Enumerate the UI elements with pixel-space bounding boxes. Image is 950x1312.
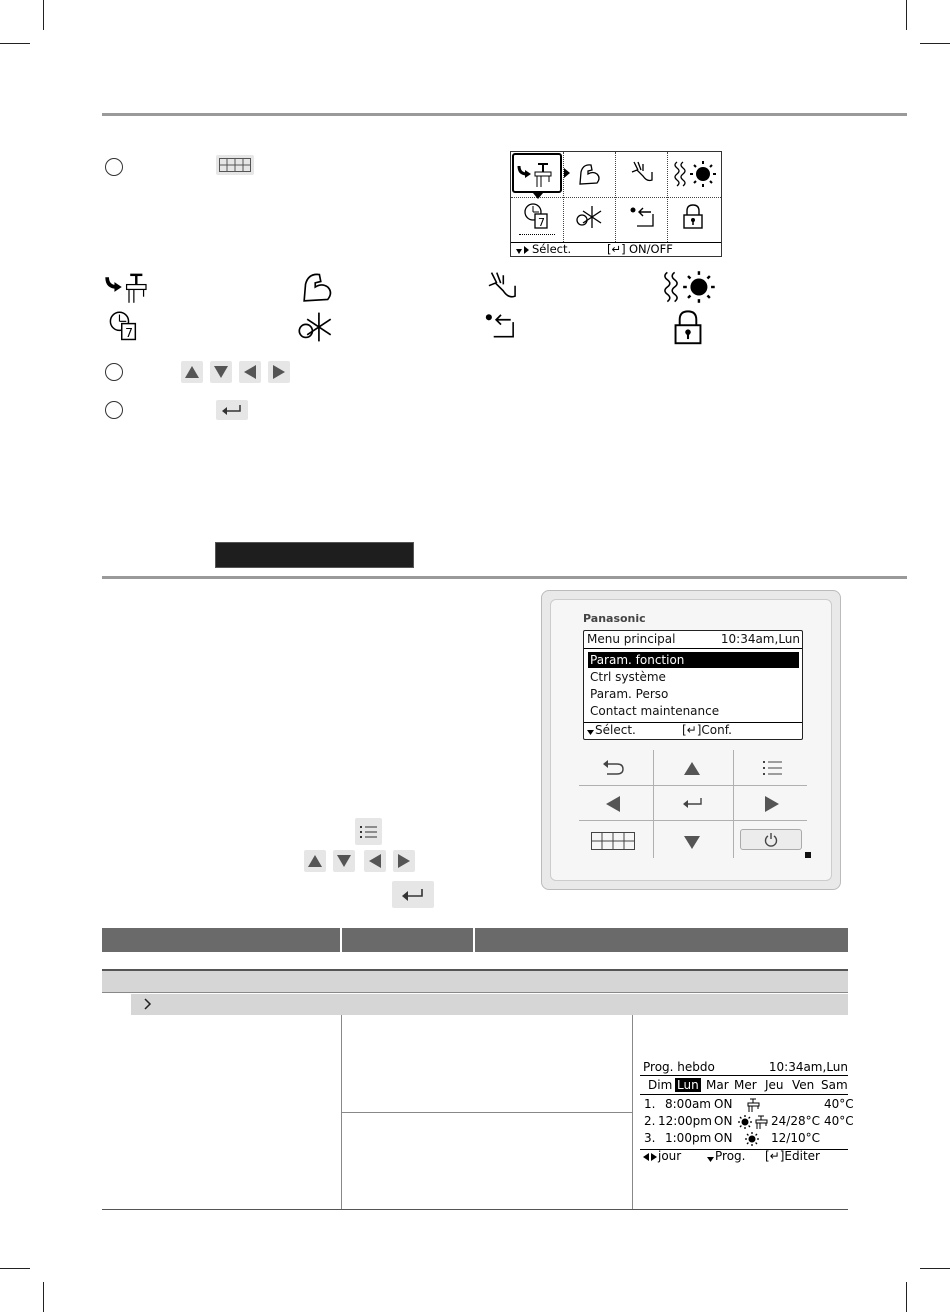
weekly-timer-icon — [523, 202, 551, 232]
crop-mark — [920, 1268, 950, 1269]
select-arrow-icon — [587, 730, 594, 735]
menu-item-param-fonction[interactable]: Param. fonction — [590, 653, 685, 667]
section-rule — [102, 113, 907, 116]
power-boost-arm-icon — [300, 270, 336, 304]
table-header-col-3 — [475, 928, 848, 952]
lock-icon — [683, 204, 703, 230]
schedule-row-number: 2. — [644, 1114, 656, 1128]
arrow-up-button-icon — [304, 850, 326, 872]
remote-controller — [541, 590, 841, 890]
grid-line — [667, 152, 668, 242]
enter-button-icon[interactable] — [683, 798, 703, 808]
grid-line — [615, 152, 616, 242]
sun-icon — [745, 1132, 759, 1146]
schedule-row-temp: 24/28°C — [771, 1114, 820, 1128]
holiday-return-icon — [484, 312, 518, 342]
keypad-divider — [579, 820, 807, 821]
menu-grid-button-icon — [216, 155, 254, 175]
quiet-hand-icon — [484, 270, 520, 304]
schedule-footer-edit: [↵]Editer — [765, 1149, 820, 1163]
heater-sun-icon — [671, 160, 717, 188]
step-circle-2 — [105, 363, 123, 381]
menu-item-param-perso[interactable]: Param. Perso — [590, 687, 669, 701]
enter-button-icon — [216, 400, 248, 420]
menu-time: 10:34am,Lun — [720, 632, 800, 646]
left-button-icon[interactable] — [606, 796, 620, 812]
menu-list-button-icon — [355, 818, 382, 845]
schedule-row-temp2: 40°C — [824, 1114, 854, 1128]
schedule-row-temp: 12/10°C — [771, 1131, 820, 1145]
crop-mark — [0, 1268, 30, 1269]
screen-footer-enter: [↵] — [607, 242, 626, 256]
screen-footer-select: Sélect. — [532, 242, 572, 256]
arrow-left-button-icon — [364, 850, 386, 872]
svg-text:7: 7 — [125, 325, 134, 341]
quiet-hand-icon — [629, 160, 655, 186]
lock-icon — [674, 310, 702, 346]
controller-face — [550, 599, 832, 881]
defrost-icon — [575, 204, 603, 230]
grid-line — [563, 152, 564, 242]
menu-item-ctrl-systeme[interactable]: Ctrl système — [590, 670, 666, 684]
back-button-icon[interactable] — [603, 760, 625, 776]
menu-item-contact-maintenance[interactable]: Contact maintenance — [590, 704, 720, 718]
day-tab-sam[interactable]: Sam — [821, 1078, 848, 1092]
day-tab-jeu[interactable]: Jeu — [765, 1078, 784, 1092]
weekly-timer-icon — [108, 310, 140, 344]
table-row-divider — [342, 1112, 632, 1113]
table-header-col-1 — [102, 928, 340, 952]
hot-water-tap-icon — [517, 160, 557, 188]
power-boost-arm-icon — [577, 162, 603, 186]
day-tab-lun[interactable]: Lun — [677, 1078, 699, 1092]
left-right-arrows-icon — [643, 1153, 657, 1161]
crop-mark — [43, 0, 44, 30]
dotted-underline — [519, 234, 555, 235]
menu-list-button-icon[interactable] — [763, 760, 783, 776]
table-bottom-rule — [102, 1209, 848, 1210]
screen-footer-onoff: ON/OFF — [629, 242, 673, 256]
right-button-icon[interactable] — [765, 796, 779, 812]
arrow-down-button-icon — [210, 361, 232, 383]
brand-logo: Panasonic — [583, 612, 646, 625]
selection-arrow-icon — [564, 168, 570, 178]
schedule-row-time: 12:00pm — [658, 1114, 712, 1128]
schedule-row-time: 8:00am — [665, 1097, 711, 1111]
schedule-row-time: 1:00pm — [665, 1131, 712, 1145]
screen-rule — [640, 1094, 848, 1095]
tap-icon — [752, 1115, 770, 1129]
schedule-row-temp: 40°C — [824, 1097, 854, 1111]
menu-title: Menu principal — [587, 632, 676, 646]
lcd-footer-select: Sélect. — [595, 723, 636, 737]
section-rule — [102, 576, 907, 579]
power-icon — [764, 832, 778, 847]
day-tab-dim[interactable]: Dim — [648, 1078, 673, 1092]
keypad-divider — [653, 750, 654, 858]
arrow-left-button-icon — [239, 361, 261, 383]
heater-sun-icon — [660, 270, 716, 304]
step-circle-3 — [105, 401, 123, 419]
crop-mark — [43, 1282, 44, 1312]
schedule-footer-day: jour — [658, 1149, 682, 1163]
select-arrows-icon — [516, 246, 530, 255]
defrost-icon — [296, 310, 334, 344]
crop-mark — [0, 43, 30, 44]
up-button-icon[interactable] — [684, 762, 700, 775]
down-arrow-icon — [707, 1157, 714, 1162]
enter-button-icon — [392, 881, 434, 908]
schedule-title: Prog. hebdo — [643, 1060, 715, 1074]
schedule-row-number: 3. — [644, 1131, 656, 1145]
controller-lcd — [583, 630, 803, 740]
weekly-schedule-screen — [640, 1058, 854, 1168]
tap-icon — [744, 1098, 762, 1112]
day-tab-ven[interactable]: Ven — [792, 1078, 815, 1092]
schedule-row-state: ON — [714, 1131, 733, 1145]
schedule-time: 10:34am,Lun — [768, 1060, 848, 1074]
note-box — [215, 542, 414, 568]
selection-arrow-down-icon — [533, 193, 543, 199]
lcd-rule — [584, 648, 802, 649]
crop-mark — [920, 43, 950, 44]
schedule-row-state: ON — [714, 1114, 733, 1128]
keypad-divider — [733, 750, 734, 858]
screen-rule — [640, 1075, 848, 1076]
table-header-col-2 — [342, 928, 473, 952]
down-button-icon[interactable] — [684, 836, 700, 849]
hot-water-tap-icon — [102, 270, 156, 304]
svg-text:7: 7 — [538, 216, 545, 229]
arrow-right-button-icon — [268, 361, 290, 383]
crop-mark — [906, 1282, 907, 1312]
chevron-right-icon — [144, 998, 152, 1010]
keypad-divider — [579, 785, 807, 786]
arrow-right-button-icon — [393, 850, 415, 872]
day-tab-mar[interactable]: Mar — [706, 1078, 729, 1092]
day-tab-mer[interactable]: Mer — [734, 1078, 757, 1092]
schedule-row-state: ON — [714, 1097, 733, 1111]
arrow-down-button-icon — [333, 850, 355, 872]
step-circle-1 — [105, 158, 123, 176]
table-subsection-bar — [131, 994, 848, 1015]
crop-mark — [906, 0, 907, 30]
function-grid-button-icon[interactable] — [591, 832, 635, 850]
table-section-bar — [102, 969, 848, 993]
schedule-row-number: 1. — [644, 1097, 656, 1111]
lcd-screen-function-menu — [510, 151, 722, 257]
arrow-up-button-icon — [181, 361, 203, 383]
table-col-divider — [632, 1015, 633, 1210]
sun-icon — [738, 1115, 752, 1129]
status-led — [805, 852, 811, 858]
schedule-footer-prog: Prog. — [715, 1149, 746, 1163]
lcd-footer-confirm: [↵]Conf. — [682, 723, 732, 737]
holiday-return-icon — [629, 206, 657, 230]
